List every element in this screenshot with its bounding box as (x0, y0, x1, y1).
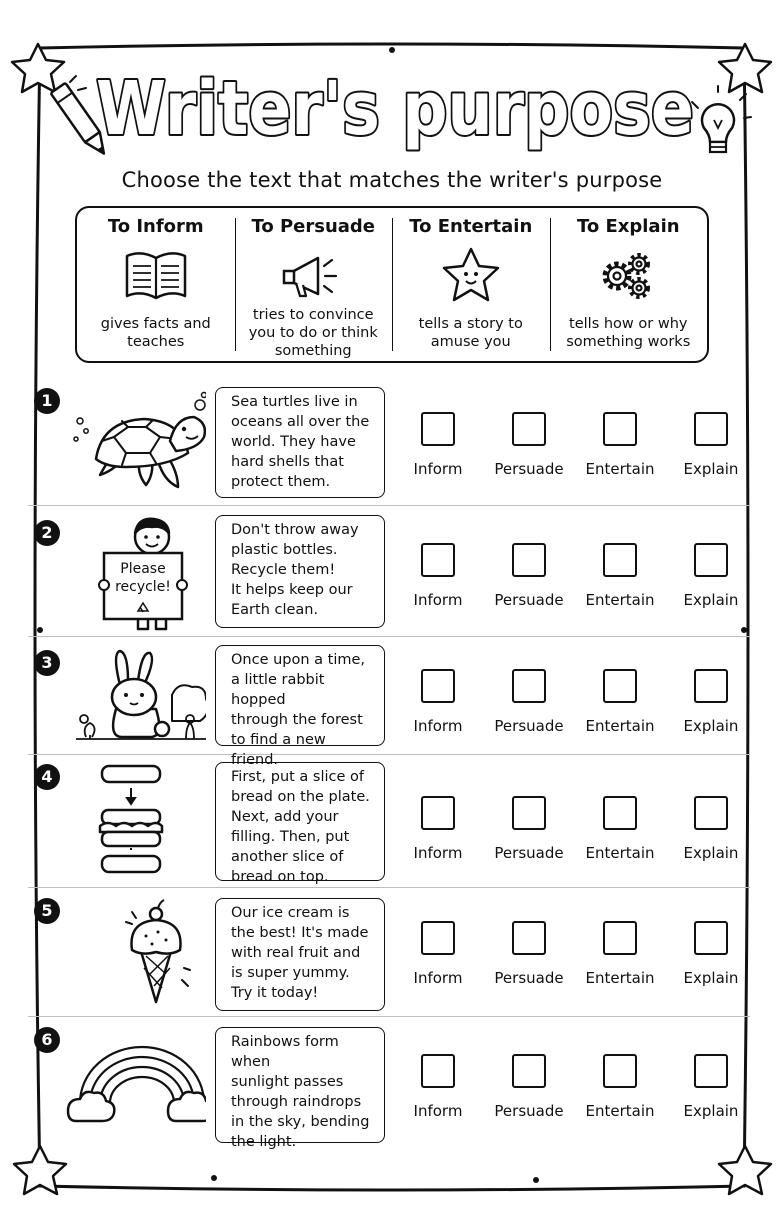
passage-text-box: First, put a slice of bread on the plate. Next, add your filling. Then, put another slice of bread on top. (215, 762, 385, 881)
key-heading: To Entertain (409, 216, 533, 237)
checkbox[interactable] (694, 921, 728, 955)
option-persuade[interactable] (484, 412, 574, 478)
option-label: Entertain (585, 844, 655, 862)
smiling-star-icon (436, 246, 506, 304)
option-label: Entertain (585, 1102, 655, 1120)
question-number: 4 (34, 764, 60, 790)
question-number: 3 (34, 650, 60, 676)
megaphone-icon (278, 246, 348, 304)
checkbox[interactable] (421, 796, 455, 830)
row-divider (28, 887, 750, 888)
option-explain[interactable] (666, 543, 756, 609)
option-label: Explain (683, 969, 739, 987)
option-entertain[interactable] (575, 412, 665, 478)
checkbox[interactable] (512, 669, 546, 703)
option-label: Explain (683, 591, 739, 609)
option-label: Entertain (585, 460, 655, 478)
key-description: gives facts and teaches (100, 316, 211, 350)
option-explain[interactable] (666, 921, 756, 987)
option-persuade[interactable] (484, 543, 574, 609)
question-number: 5 (34, 898, 60, 924)
checkbox[interactable] (603, 796, 637, 830)
checkbox[interactable] (603, 412, 637, 446)
option-label: Explain (683, 844, 739, 862)
option-explain[interactable] (666, 796, 756, 862)
row-divider (28, 636, 750, 637)
rainbow-icon (66, 1027, 206, 1145)
option-persuade[interactable] (484, 921, 574, 987)
passage-text-box: Rainbows form when sunlight passes through raindrops in the sky, bending the light. (215, 1027, 385, 1143)
ice-cream-cone-icon (66, 898, 206, 1016)
option-label: Explain (683, 1102, 739, 1120)
checkbox[interactable] (421, 412, 455, 446)
checkbox[interactable] (512, 1054, 546, 1088)
option-entertain[interactable] (575, 796, 665, 862)
checkbox[interactable] (603, 543, 637, 577)
option-label: Entertain (585, 969, 655, 987)
option-label: Persuade (494, 1102, 564, 1120)
rabbit-icon (66, 645, 206, 763)
question-number: 2 (34, 520, 60, 546)
gears-icon (593, 246, 663, 304)
purpose-key (75, 206, 709, 363)
row-divider (28, 1016, 750, 1017)
option-persuade[interactable] (484, 669, 574, 735)
sandwich-steps-icon (66, 762, 206, 880)
checkbox[interactable] (421, 921, 455, 955)
option-inform[interactable] (393, 412, 483, 478)
passage-text-box: Don't throw away plastic bottles. Recycle them! It helps keep our Earth clean. (215, 515, 385, 628)
option-persuade[interactable] (484, 796, 574, 862)
option-inform[interactable] (393, 543, 483, 609)
option-inform[interactable] (393, 921, 483, 987)
checkbox[interactable] (512, 921, 546, 955)
option-inform[interactable] (393, 669, 483, 735)
key-heading: To Inform (107, 216, 204, 237)
checkbox[interactable] (603, 921, 637, 955)
option-label: Explain (683, 717, 739, 735)
checkbox[interactable] (421, 669, 455, 703)
option-entertain[interactable] (575, 669, 665, 735)
option-label: Entertain (585, 717, 655, 735)
checkbox[interactable] (694, 1054, 728, 1088)
option-entertain[interactable] (575, 543, 665, 609)
option-label: Persuade (494, 717, 564, 735)
checkbox[interactable] (603, 669, 637, 703)
option-label: Persuade (494, 969, 564, 987)
option-label: Persuade (494, 844, 564, 862)
checkbox[interactable] (512, 796, 546, 830)
option-label: Persuade (494, 591, 564, 609)
checkbox[interactable] (694, 669, 728, 703)
key-heading: To Persuade (251, 216, 376, 237)
option-inform[interactable] (393, 1054, 483, 1120)
option-label: Inform (413, 460, 463, 478)
passage-text-box: Once upon a time, a little rabbit hopped through the forest to find a new friend. (215, 645, 385, 746)
question-number: 1 (34, 388, 60, 414)
checkbox[interactable] (512, 412, 546, 446)
open-book-icon (121, 246, 191, 304)
key-heading: To Explain (576, 216, 680, 237)
sign-text: Please recycle! (115, 561, 171, 595)
option-label: Explain (683, 460, 739, 478)
checkbox[interactable] (694, 796, 728, 830)
option-label: Inform (413, 717, 463, 735)
checkbox[interactable] (421, 543, 455, 577)
passage-text-box: Sea turtles live in oceans all over the world. They have hard shells that protect them. (215, 387, 385, 498)
checkbox[interactable] (512, 543, 546, 577)
option-persuade[interactable] (484, 1054, 574, 1120)
instructions: Choose the text that matches the writer's purpose (121, 168, 663, 192)
key-explain (550, 208, 708, 361)
option-label: Persuade (494, 460, 564, 478)
key-description: tries to convince you to do or think something (248, 307, 378, 359)
option-label: Entertain (585, 591, 655, 609)
page-title-text: Writer's purpose (96, 66, 694, 152)
checkbox[interactable] (603, 1054, 637, 1088)
boy-with-sign-icon (66, 515, 206, 633)
page-title (90, 62, 700, 158)
key-persuade (235, 208, 393, 361)
checkbox[interactable] (694, 412, 728, 446)
passage-text-box: Our ice cream is the best! It's made with real fruit and is super yummy. Try it today! (215, 898, 385, 1011)
key-entertain (392, 208, 550, 361)
option-explain[interactable] (666, 669, 756, 735)
turtle-icon (66, 391, 206, 509)
option-entertain[interactable] (575, 1054, 665, 1120)
light-bulb-icon (692, 86, 751, 152)
option-explain[interactable] (666, 412, 756, 478)
key-description: tells a story to amuse you (418, 316, 523, 350)
checkbox[interactable] (421, 1054, 455, 1088)
key-inform (77, 208, 235, 361)
option-inform[interactable] (393, 796, 483, 862)
option-label: Inform (413, 1102, 463, 1120)
key-description: tells how or why something works (566, 316, 691, 350)
question-number: 6 (34, 1027, 60, 1053)
option-label: Inform (413, 844, 463, 862)
option-entertain[interactable] (575, 921, 665, 987)
checkbox[interactable] (694, 543, 728, 577)
option-label: Inform (413, 969, 463, 987)
option-label: Inform (413, 591, 463, 609)
option-explain[interactable] (666, 1054, 756, 1120)
